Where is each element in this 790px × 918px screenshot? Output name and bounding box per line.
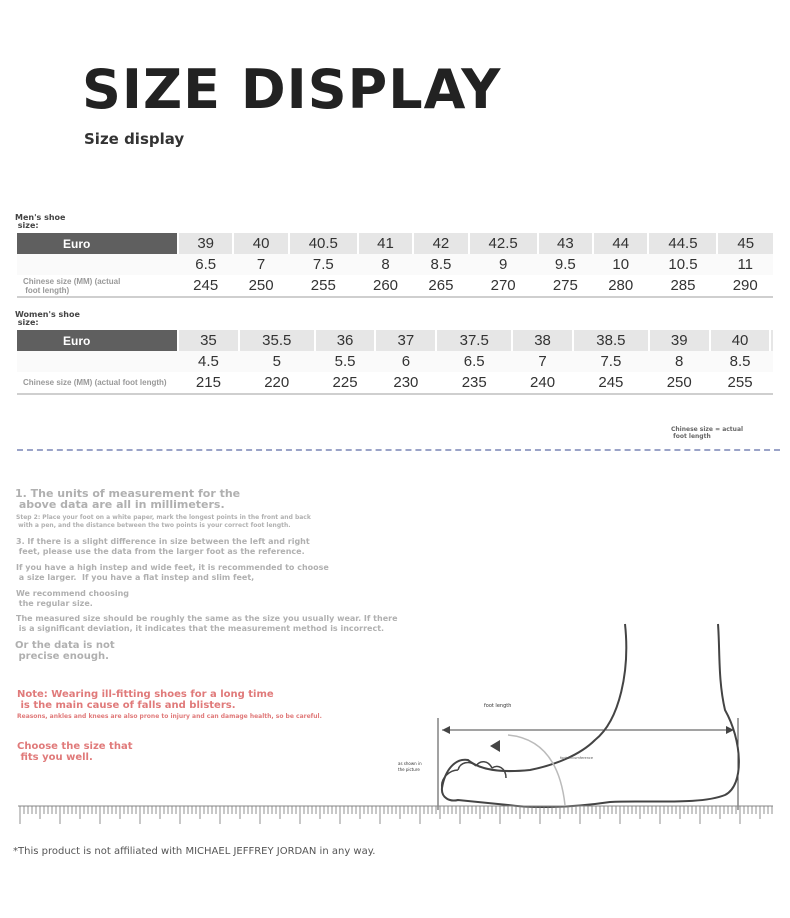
womens-size-table [17,330,773,395]
note-precise: Or the data is not precise enough. [15,640,115,662]
note-regular: We recommend choosing the regular size. [16,589,130,608]
mens-euro-cell: 40.5 [289,233,358,254]
womens-mm-row [17,372,773,394]
womens-euro-label: Euro [63,333,91,348]
mens-euro-label: Euro [63,236,91,251]
mens-us-cell: 10 [593,254,648,275]
womens-mm-cell: 215 [178,372,239,394]
womens-euro-cell [770,330,773,351]
mens-euro-cell: 43 [538,233,593,254]
womens-mm-cell: 245 [573,372,649,394]
note-deviation: The measured size should be roughly the same as the size you usually wear. If there is a significant deviation, it indicates that the measurement method is incorrect. [16,614,398,633]
mens-euro-cell: 41 [358,233,413,254]
section-divider [17,449,780,451]
womens-us-cell: 7 [512,351,573,372]
womens-euro-cell: 39 [649,330,710,351]
note-units: 1. The units of measurement for the above data are all in millimeters. [15,487,241,511]
womens-euro-cell: 35.5 [239,330,315,351]
mens-mm-cell: 260 [358,275,413,297]
womens-us-cell: 5 [239,351,315,372]
mens-us-cell: 9.5 [538,254,593,275]
arrow-back-icon [490,740,500,752]
mens-us-row [17,254,773,275]
note-instep: If you have a high instep and wide feet, it is recommended to choose a size larger. If you have a flat instep and slim feet, [16,563,329,582]
mens-mm-cell: 280 [593,275,648,297]
womens-us-cell [770,351,773,372]
womens-caption: Women's shoe size: [15,310,80,327]
mens-us-cell: 10.5 [648,254,717,275]
mens-us-cell: 6.5 [178,254,233,275]
mens-china-label: Chinese size (MM) (actual foot length) [17,275,178,297]
womens-euro-cell: 37 [375,330,436,351]
mens-mm-cell: 265 [413,275,468,297]
mens-euro-cell: 40 [233,233,288,254]
womens-mm-cell: 255 [710,372,771,394]
mens-mm-cell: 290 [717,275,773,297]
womens-us-cell: 5.5 [315,351,376,372]
ruler [18,805,773,827]
mens-size-table [17,233,773,298]
womens-us-cell: 6.5 [436,351,512,372]
mens-euro-cell: 42.5 [469,233,538,254]
womens-us-cell: 8 [649,351,710,372]
mens-us-cell: 11 [717,254,773,275]
note-step2: Step 2: Place your foot on a white paper, mark the longest points in the front and back with a pen, and the distance between the two points is your correct foot length. [16,514,311,529]
page-title: SIZE DISPLAY [82,58,502,121]
foot-outline [442,624,739,807]
mens-mm-cell: 270 [469,275,538,297]
womens-mm-cell: 230 [375,372,436,394]
womens-euro-cell: 36 [315,330,376,351]
mens-euro-cell: 44.5 [648,233,717,254]
mens-us-cell: 7.5 [289,254,358,275]
disclaimer: *This product is not affiliated with MICHAEL JEFFREY JORDAN in any way. [13,846,376,857]
womens-euro-cell: 37.5 [436,330,512,351]
arrow-left-icon [442,726,450,734]
mens-caption: Men's shoe size: [15,213,66,230]
womens-mm-cell: 220 [239,372,315,394]
womens-mm-cell: 240 [512,372,573,394]
mens-mm-row [17,275,773,297]
side-note: Chinese size = actual foot length [671,426,744,440]
mens-mm-cell: 255 [289,275,358,297]
mens-us-cell: 8 [358,254,413,275]
ruler-ticks [18,806,773,824]
mens-us-cell: 7 [233,254,288,275]
womens-us-row [17,351,773,372]
mens-mm-cell: 285 [648,275,717,297]
mens-us-cell: 8.5 [413,254,468,275]
womens-mm-cell [770,372,773,394]
foot-diagram [380,610,780,810]
womens-mm-cell: 225 [315,372,376,394]
womens-mm-cell: 250 [649,372,710,394]
womens-euro-row [17,330,773,351]
womens-us-cell: 6 [375,351,436,372]
as-shown-label: as shown in the picture [398,761,422,772]
mens-euro-cell: 45 [717,233,773,254]
warning-injury: Reasons, ankles and knees are also prone to injury and can damage health, so be careful. [17,713,322,720]
womens-mm-cell: 235 [436,372,512,394]
mens-euro-cell: 39 [178,233,233,254]
foot-circ-label: foot circumference [560,756,594,760]
foot-length-label: foot length [484,703,512,709]
warning-fit: Note: Wearing ill-fitting shoes for a long time is the main cause of falls and blisters. [17,689,274,711]
womens-us-cell: 7.5 [573,351,649,372]
mens-mm-cell: 275 [538,275,593,297]
womens-euro-cell: 40 [710,330,771,351]
page-subtitle: Size display [84,130,185,148]
womens-us-cell: 4.5 [178,351,239,372]
warning-choose: Choose the size that fits you well. [17,741,133,763]
mens-euro-cell: 44 [593,233,648,254]
mens-mm-cell: 250 [233,275,288,297]
womens-euro-cell: 38 [512,330,573,351]
mens-us-cell: 9 [469,254,538,275]
womens-euro-cell: 35 [178,330,239,351]
mens-euro-cell: 42 [413,233,468,254]
note-left-right: 3. If there is a slight difference in size between the left and right feet, please use the data from the larger foot as the reference. [16,537,310,556]
womens-china-label: Chinese size (MM) (actual foot length) [17,372,178,394]
mens-euro-row [17,233,773,254]
womens-us-cell: 8.5 [710,351,771,372]
womens-euro-cell: 38.5 [573,330,649,351]
mens-mm-cell: 245 [178,275,233,297]
